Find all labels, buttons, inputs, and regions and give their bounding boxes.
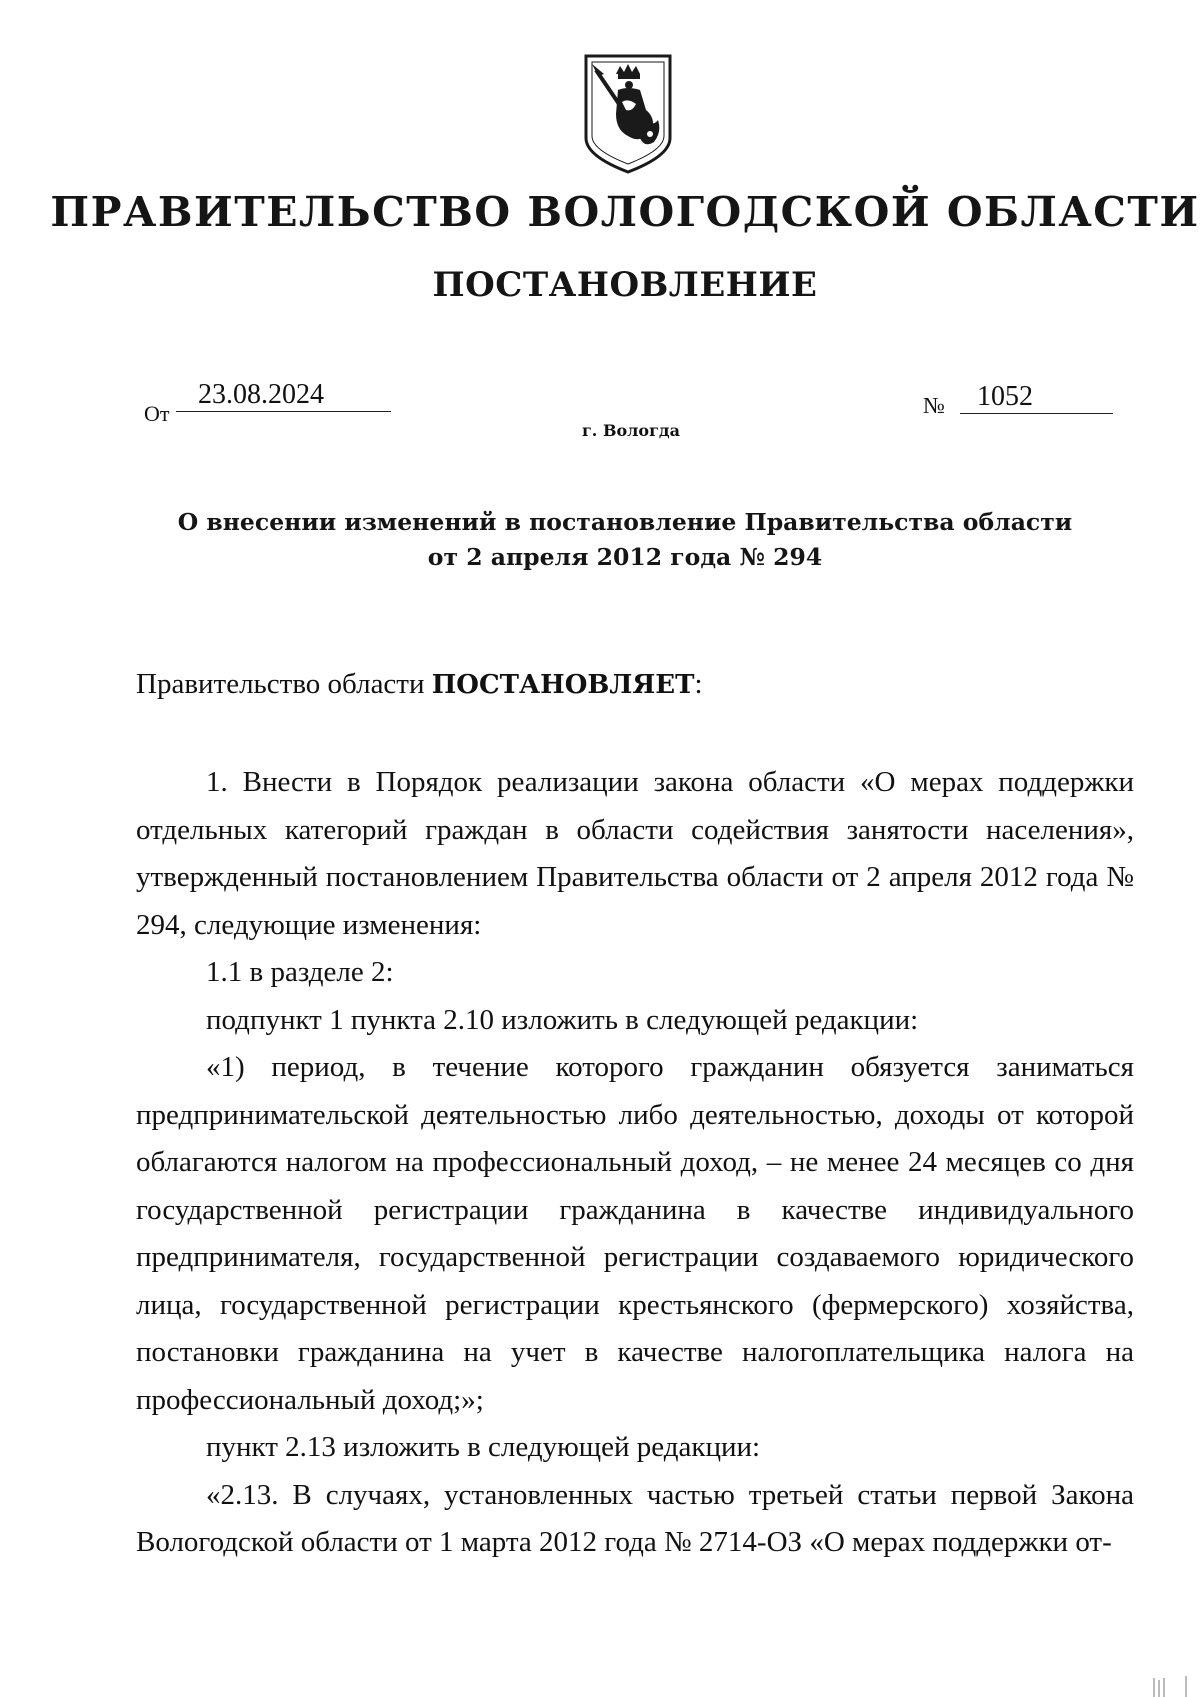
body-paragraph: пункт 2.13 изложить в следующей редакции: <box>206 1431 761 1463</box>
subject-line: от 2 апреля 2012 года № 294 <box>427 543 823 571</box>
organization-title: ПРАВИТЕЛЬСТВО ВОЛОГОДСКОЙ ОБЛАСТИ <box>50 188 1200 236</box>
body-paragraph: «2.13. В случаях, установленных частью третьей статьи первой Закона Вологодской области от 1 марта 2012 года № 2714-ОЗ «О мерах поддержки от- <box>136 1478 1134 1558</box>
body-paragraph: подпункт 1 пункта 2.10 изложить в следующей редакции: <box>206 1003 919 1036</box>
body-paragraph: 1.1 в разделе 2: <box>206 956 394 988</box>
document-body <box>136 759 1134 1567</box>
document-subject <box>100 505 1150 575</box>
decree-keyword: ПОСТАНОВЛЯЕТ <box>431 670 695 700</box>
document-date: 23.08.2024 <box>176 379 391 412</box>
document-number: 1052 <box>960 381 1113 414</box>
document-type-title: ПОСТАНОВЛЕНИЕ <box>432 265 818 305</box>
subject-line: О внесении изменений в постановление Правительства области <box>177 508 1073 536</box>
number-label: № <box>923 393 945 418</box>
body-paragraph: 1. Внести в Порядок реализации закона области «О мерах поддержки отдельных категорий граждан в области содействия занятости населения», утвержденный постановлением Правительства области от 2 апреля 2012 года № 294, следующие изменения: <box>136 766 1134 941</box>
body-paragraph: «1) период, в течение которого гражданин обязуется заниматься предпринимательской деятельностью либо деятельностью, доходы от которой облагаются налогом на профессиональный доход, – не менее 24 месяцев со дня государственной регистрации гражданина в качестве индивидуального предпринимателя, государственной регистрации создаваемого юридического лица, государственной регистрации крестьянского (фермерского) хозяйства, постановки гражданина на учет в качестве налогоплательщика налога на профессиональный доход;»; <box>136 1051 1134 1416</box>
scan-edge-marks <box>1150 1668 1190 1697</box>
decree-colon: : <box>694 668 703 700</box>
city-name: г. Вологда <box>582 421 680 440</box>
decree-statement <box>136 668 703 701</box>
vologda-coat-of-arms-icon <box>582 52 674 176</box>
date-label: От <box>144 401 170 426</box>
decree-intro: Правительство области <box>136 668 432 700</box>
